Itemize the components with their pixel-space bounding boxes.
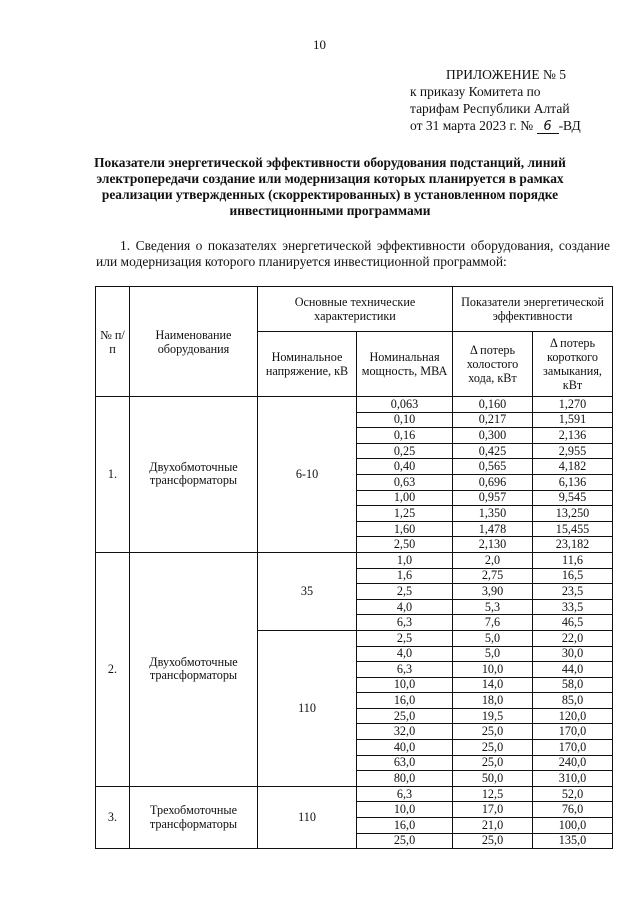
short-circuit-loss-cell: 135,0 [533,833,613,849]
equipment-name-cell: Двухобмоточные трансформаторы [130,397,258,553]
power-cell: 10,0 [357,677,453,693]
power-cell: 1,25 [357,506,453,522]
row-number-cell: 3. [96,786,130,848]
document-title: Показатели энергетической эффективности оборудования подстанций, линий электропередачи создание или модернизация которых планируется в рамках реализации утвержденных (скорректированных) в установленном порядке инвестиционными программами [94,155,566,218]
no-load-loss-cell: 2,75 [453,568,533,584]
appendix-line-date [410,117,632,134]
equipment-name-cell: Трехобмоточные трансформаторы [130,786,258,848]
power-cell: 0,25 [357,443,453,459]
short-circuit-loss-cell: 4,182 [533,459,613,475]
table-header-row [96,287,613,332]
power-cell: 16,0 [357,693,453,709]
no-load-loss-cell: 0,300 [453,428,533,444]
header-num: № п/п [96,287,130,397]
no-load-loss-cell: 2,0 [453,552,533,568]
short-circuit-loss-cell: 76,0 [533,802,613,818]
short-circuit-loss-cell: 1,591 [533,412,613,428]
appendix-date-prefix: от 31 марта 2023 г. № [410,118,534,133]
table-row [96,397,613,413]
no-load-loss-cell: 0,696 [453,474,533,490]
no-load-loss-cell: 5,3 [453,599,533,615]
power-cell: 1,00 [357,490,453,506]
short-circuit-loss-cell: 33,5 [533,599,613,615]
no-load-loss-cell: 0,957 [453,490,533,506]
no-load-loss-cell: 1,350 [453,506,533,522]
short-circuit-loss-cell: 170,0 [533,740,613,756]
appendix-title: ПРИЛОЖЕНИЕ № 5 [446,67,567,82]
power-cell: 80,0 [357,771,453,787]
header-power: Номинальная мощность, МВА [357,332,453,397]
no-load-loss-cell: 25,0 [453,833,533,849]
power-cell: 0,063 [357,397,453,413]
no-load-loss-cell: 50,0 [453,771,533,787]
no-load-loss-cell: 5,0 [453,630,533,646]
voltage-cell: 35 [258,552,357,630]
no-load-loss-cell: 25,0 [453,755,533,771]
voltage-cell: 110 [258,786,357,848]
power-cell: 63,0 [357,755,453,771]
short-circuit-loss-cell: 9,545 [533,490,613,506]
table-row [96,786,613,802]
no-load-loss-cell: 17,0 [453,802,533,818]
header-name: Наименование оборудования [130,287,258,397]
no-load-loss-cell: 18,0 [453,693,533,709]
no-load-loss-cell: 0,565 [453,459,533,475]
voltage-cell: 6-10 [258,397,357,553]
power-cell: 0,16 [357,428,453,444]
no-load-loss-cell: 12,5 [453,786,533,802]
power-cell: 16,0 [357,818,453,834]
short-circuit-loss-cell: 6,136 [533,474,613,490]
no-load-loss-cell: 14,0 [453,677,533,693]
no-load-loss-cell: 25,0 [453,724,533,740]
header-loss-no-load: Δ потерь холостого хода, кВт [453,332,533,397]
header-efficiency: Показатели энергетической эффективности [453,287,613,332]
no-load-loss-cell: 21,0 [453,818,533,834]
power-cell: 2,5 [357,584,453,600]
intro-paragraph [96,238,610,270]
power-cell: 40,0 [357,740,453,756]
power-cell: 25,0 [357,833,453,849]
power-cell: 6,3 [357,662,453,678]
no-load-loss-cell: 19,5 [453,708,533,724]
no-load-loss-cell: 0,217 [453,412,533,428]
no-load-loss-cell: 3,90 [453,584,533,600]
appendix-block [410,66,632,134]
short-circuit-loss-cell: 2,955 [533,443,613,459]
page-number: 10 [313,37,326,52]
no-load-loss-cell: 7,6 [453,615,533,631]
short-circuit-loss-cell: 58,0 [533,677,613,693]
power-cell: 4,0 [357,646,453,662]
short-circuit-loss-cell: 85,0 [533,693,613,709]
no-load-loss-cell: 2,130 [453,537,533,553]
handwritten-order-number: 6 [537,120,559,134]
short-circuit-loss-cell: 44,0 [533,662,613,678]
short-circuit-loss-cell: 30,0 [533,646,613,662]
short-circuit-loss-cell: 310,0 [533,771,613,787]
appendix-date-suffix: -ВД [558,118,581,133]
no-load-loss-cell: 25,0 [453,740,533,756]
short-circuit-loss-cell: 1,270 [533,397,613,413]
no-load-loss-cell: 10,0 [453,662,533,678]
power-cell: 10,0 [357,802,453,818]
no-load-loss-cell: 0,425 [453,443,533,459]
power-cell: 0,63 [357,474,453,490]
power-cell: 32,0 [357,724,453,740]
short-circuit-loss-cell: 100,0 [533,818,613,834]
header-loss-short-circuit: Δ потерь короткого замыкания, кВт [533,332,613,397]
intro-text: 1. Сведения о показателях энергетической эффективности оборудования, создание или модернизация которого планируется инвестиционной программой: [96,238,610,269]
power-cell: 0,10 [357,412,453,428]
no-load-loss-cell: 5,0 [453,646,533,662]
short-circuit-loss-cell: 46,5 [533,615,613,631]
power-cell: 2,50 [357,537,453,553]
no-load-loss-cell: 1,478 [453,521,533,537]
power-cell: 2,5 [357,630,453,646]
voltage-cell: 110 [258,630,357,786]
power-cell: 25,0 [357,708,453,724]
table-row [96,552,613,568]
short-circuit-loss-cell: 2,136 [533,428,613,444]
power-cell: 1,60 [357,521,453,537]
power-cell: 1,0 [357,552,453,568]
short-circuit-loss-cell: 22,0 [533,630,613,646]
appendix-line-order: к приказу Комитета по [410,84,541,99]
short-circuit-loss-cell: 240,0 [533,755,613,771]
short-circuit-loss-cell: 120,0 [533,708,613,724]
short-circuit-loss-cell: 170,0 [533,724,613,740]
table-body [96,397,613,849]
header-voltage: Номинальное напряжение, кВ [258,332,357,397]
no-load-loss-cell: 0,160 [453,397,533,413]
short-circuit-loss-cell: 23,182 [533,537,613,553]
short-circuit-loss-cell: 15,455 [533,521,613,537]
power-cell: 0,40 [357,459,453,475]
row-number-cell: 2. [96,552,130,786]
efficiency-table [95,286,613,849]
power-cell: 1,6 [357,568,453,584]
appendix-line-committee: тарифам Республики Алтай [410,101,570,116]
row-number-cell: 1. [96,397,130,553]
short-circuit-loss-cell: 13,250 [533,506,613,522]
power-cell: 4,0 [357,599,453,615]
equipment-name-cell: Двухобмоточные трансформаторы [130,552,258,786]
short-circuit-loss-cell: 11,6 [533,552,613,568]
short-circuit-loss-cell: 16,5 [533,568,613,584]
short-circuit-loss-cell: 52,0 [533,786,613,802]
power-cell: 6,3 [357,615,453,631]
header-tech: Основные технические характеристики [258,287,453,332]
power-cell: 6,3 [357,786,453,802]
short-circuit-loss-cell: 23,5 [533,584,613,600]
